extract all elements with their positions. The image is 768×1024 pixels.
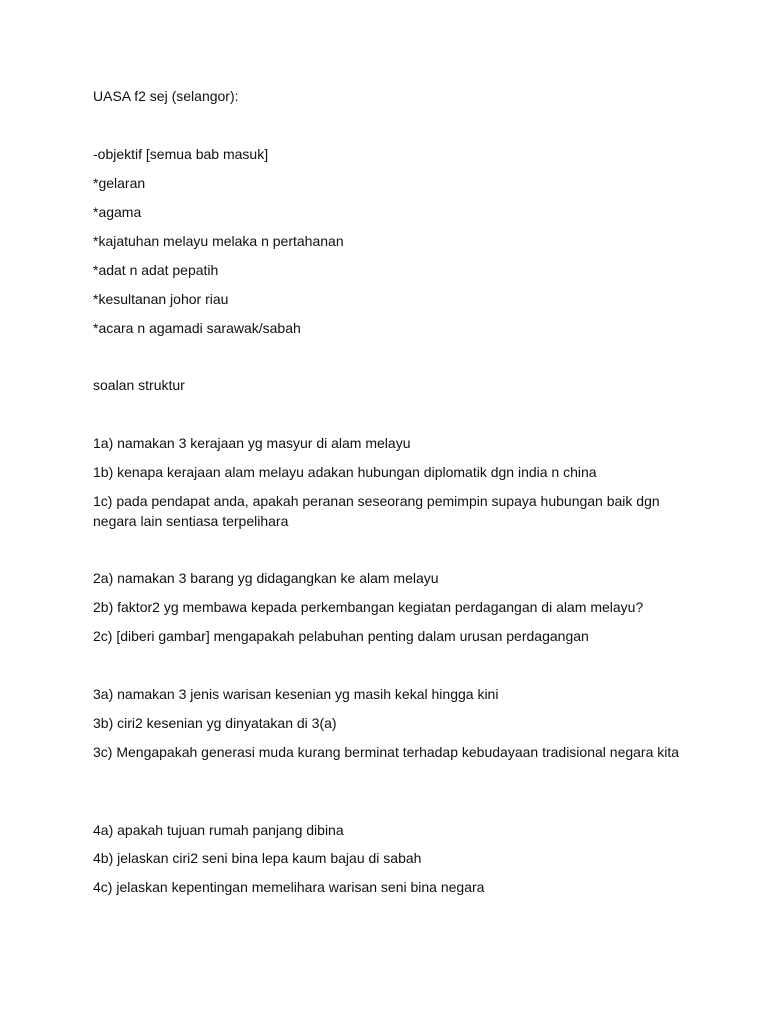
- objektif-heading: -objektif [semua bab masuk]: [93, 146, 269, 162]
- question-item: 2a) namakan 3 barang yg didagangkan ke alam melayu: [93, 570, 439, 586]
- question-item: 4c) jelaskan kepentingan memelihara warisan seni bina negara: [93, 879, 485, 895]
- objektif-item: *acara n agamadi sarawak/sabah: [93, 320, 301, 336]
- objektif-item: *agama: [93, 204, 142, 220]
- question-item: 3c) Mengapakah generasi muda kurang berminat terhadap kebudayaan tradisional negara kita: [93, 744, 680, 760]
- question-item: 1b) kenapa kerajaan alam melayu adakan hubungan diplomatik dgn india n china: [93, 464, 597, 480]
- question-item: 3b) ciri2 kesenian yg dinyatakan di 3(a): [93, 715, 337, 731]
- question-item: 3a) namakan 3 jenis warisan kesenian yg masih kekal hingga kini: [93, 686, 499, 702]
- question-item: 2b) faktor2 yg membawa kepada perkembangan kegiatan perdagangan di alam melayu?: [93, 599, 644, 615]
- objektif-item: *gelaran: [93, 175, 146, 191]
- question-item: 4a) apakah tujuan rumah panjang dibina: [93, 822, 344, 838]
- objektif-item: *kajatuhan melayu melaka n pertahanan: [93, 233, 344, 249]
- question-item: 1a) namakan 3 kerajaan yg masyur di alam melayu: [93, 435, 411, 451]
- question-item: 2c) [diberi gambar] mengapakah pelabuhan penting dalam urusan perdagangan: [93, 628, 589, 644]
- doc-title: UASA f2 sej (selangor):: [93, 88, 239, 104]
- question-item: 1c) pada pendapat anda, apakah peranan seseorang pemimpin supaya hubungan baik dgn negara lain sentiasa terpelihara: [93, 493, 660, 529]
- objektif-item: *adat n adat pepatih: [93, 262, 219, 278]
- objektif-item: *kesultanan johor riau: [93, 291, 229, 307]
- struktur-heading: soalan struktur: [93, 377, 185, 393]
- question-item: 4b) jelaskan ciri2 seni bina lepa kaum bajau di sabah: [93, 850, 422, 866]
